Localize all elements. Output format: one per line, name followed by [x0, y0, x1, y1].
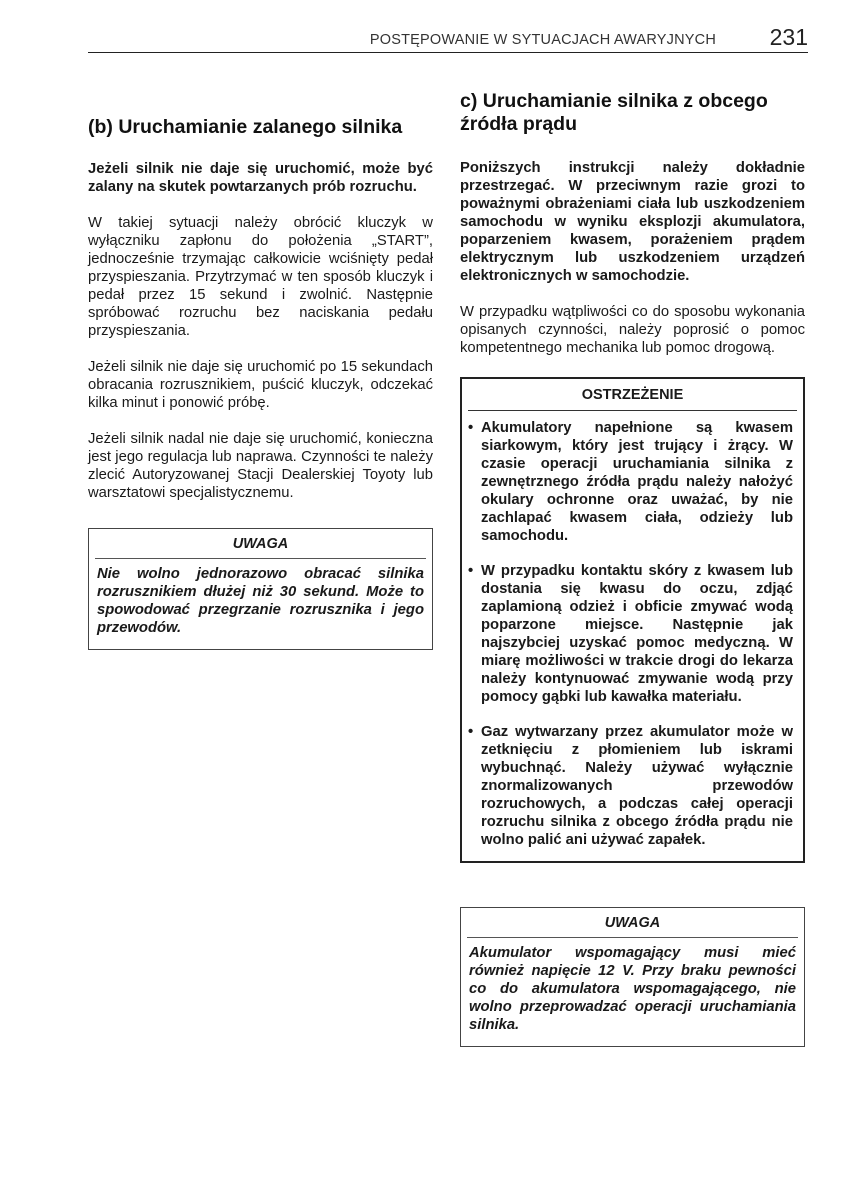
body-paragraph: Jeżeli silnik nadal nie daje się uruchomić, konieczna jest jego regulacja lub naprawa. Czynności te należy zlecić Autoryzowanej Stacji Dealerskiej Toyoty lub warsztatowi specjalistycznemu.	[88, 431, 433, 501]
heading-flooded-engine: (b) Uruchamianie zalanego silnika	[88, 116, 403, 138]
intro-paragraph: Poniższych instrukcji należy dokładnie przestrzegać. W przeciwnym razie grozi to poważnymi obrażeniami ciała lub uszkodzeniem samochodu w wyniku eksplozji akumulatora, poparzeniem kwasem, porażeniem prądem elektrycznym lub uszkodzeniem urządzeń elektronicznych w samochodzie.	[460, 160, 805, 284]
notice-box	[460, 907, 805, 1047]
section-title: POSTĘPOWANIE W SYTUACJACH AWARYJNYCH	[369, 32, 716, 48]
bullet-icon: •	[468, 724, 474, 740]
bullet-icon: •	[468, 563, 474, 579]
warning-item-text: W przypadku kontaktu skóry z kwasem lub dostania się kwasu do oczu, zdjąć zaplamioną odzież i obficie zmywać wodą poparzone miejsce. Następnie jak najszybciej uzyskać pomoc medyczną. W miarę możliwości w trakcie drogi do lekarza należy kontynuować zmywanie wodą przy pomocy gąbki lub kawałka materiału.	[481, 563, 793, 705]
notice-box	[88, 528, 433, 650]
notice-title: UWAGA	[467, 908, 798, 938]
body-paragraph: Jeżeli silnik nie daje się uruchomić po 15 sekundach obracania rozrusznikiem, puścić kluczyk, odczekać kilka minut i ponowić próbę.	[88, 359, 433, 411]
body-paragraph: W takiej sytuacji należy obrócić kluczyk w wyłączniku zapłonu do położenia „START”, jednocześnie trzymając całkowicie wciśnięty pedał przyspieszania. Przytrzymać w ten sposób kluczyk i pedał przez 15 sekund i zwolnić. Następnie spróbować rozruchu bez naciskania pedału przyspieszania.	[88, 215, 433, 339]
warning-item	[468, 419, 793, 545]
bullet-icon: •	[468, 420, 474, 436]
heading-jump-start: c) Uruchamianie silnika z obcego źródła prądu	[460, 90, 768, 135]
intro-paragraph: Jeżeli silnik nie daje się uruchomić, może być zalany na skutek powtarzanych prób rozruchu.	[88, 161, 433, 195]
warning-item-text: Gaz wytwarzany przez akumulator może w zetknięciu z płomieniem lub iskrami wybuchnąć. Należy używać wyłącznie znormalizowanych przewodów rozruchowych, a podczas całej operacji rozruchu silnika z obcego źródła prądu nie wolno palić ani używać zapałek.	[481, 724, 793, 848]
notice-text: Akumulator wspomagający musi mieć również napięcie 12 V. Przy braku pewności co do akumulatora wspomagającego, nie wolno przeprowadzać operacji uruchamiania silnika.	[469, 945, 796, 1033]
page-header	[88, 26, 808, 53]
warning-title: OSTRZEŻENIE	[468, 379, 797, 411]
warning-item-text: Akumulatory napełnione są kwasem siarkowym, który jest trujący i żrący. W czasie operacji uruchamiania silnika z zewnętrznego źródła prądu należy nałożyć okulary ochronne oraz uważać, by nie zachlapać kwasem ciała, odzieży lub samochodu.	[481, 420, 793, 544]
warning-item	[468, 562, 793, 706]
notice-text: Nie wolno jednorazowo obracać silnika rozrusznikiem dłużej niż 30 sekund. Może to spowodować przegrzanie rozrusznika i jego przewodów.	[97, 566, 424, 636]
right-column	[460, 90, 805, 1047]
warning-item	[468, 723, 793, 849]
warning-box	[460, 377, 805, 863]
page-number: 231	[769, 24, 808, 50]
body-paragraph: W przypadku wątpliwości co do sposobu wykonania opisanych czynności, należy poprosić o pomoc kompetentnego mechanika lub pomoc drogową.	[460, 304, 805, 356]
notice-title: UWAGA	[95, 529, 426, 559]
warning-list	[462, 411, 803, 861]
left-column	[88, 90, 433, 650]
